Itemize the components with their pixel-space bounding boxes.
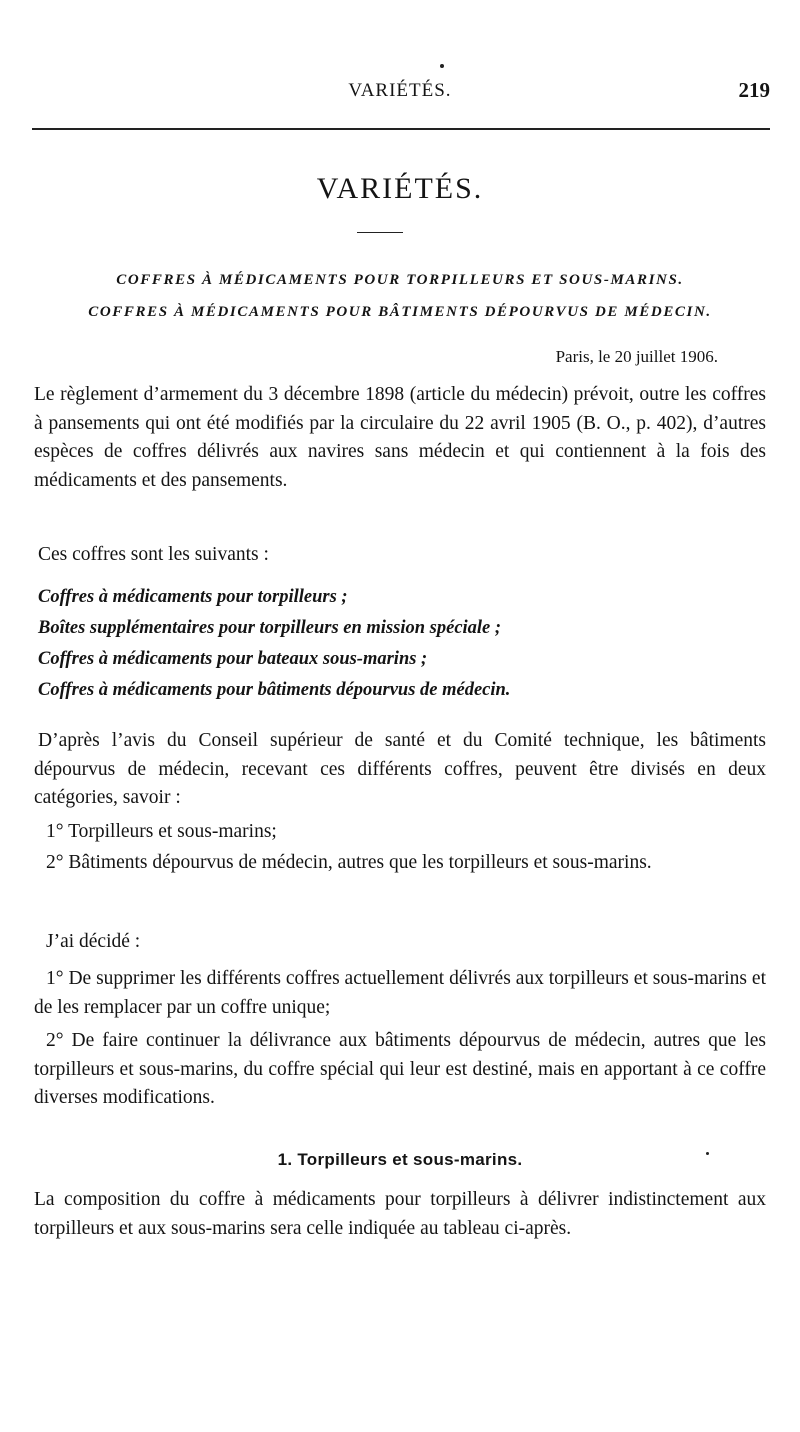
section-heading: 1. Torpilleurs et sous-marins. <box>277 1150 523 1169</box>
ink-speck <box>440 64 444 68</box>
subheading-2: COFFRES À MÉDICAMENTS POUR BÂTIMENTS DÉPOURVUS DE MÉDECIN. <box>88 304 712 320</box>
list-item: Coffres à médicaments pour bâtiments dépourvus de médecin. <box>38 680 511 700</box>
page-number: 219 <box>738 78 770 102</box>
running-head <box>30 76 770 110</box>
paragraph-1: Le règlement d’armement du 3 décembre 1898 (article du médecin) prévoit, outre les coffres à pansements qui ont été modifiés par la circulaire du 22 avril 1905 (B. O., p. 402), d’autres espèces de coffres délivrés aux navires sans médecin et qui contiennent à la fois des médicaments et des pansements. <box>34 384 766 491</box>
section-title: VARIÉTÉS. <box>316 172 484 205</box>
decision-item: 1° De supprimer les différents coffres actuellement délivrés aux torpilleurs et sous-marins et de les remplacer par un coffre unique; <box>34 968 766 1018</box>
paragraph-3: La composition du coffre à médicaments pour torpilleurs à délivrer indistinctement aux torpilleurs et aux sous-marins sera celle indiquée au tableau ci-après. <box>34 1189 766 1239</box>
ink-speck <box>706 1152 709 1155</box>
list-intro: Ces coffres sont les suivants : <box>38 544 269 565</box>
category-item: 2° Bâtiments dépourvus de médecin, autres que les torpilleurs et sous-marins. <box>46 852 652 873</box>
list-item: Boîtes supplémentaires pour torpilleurs en mission spéciale ; <box>38 618 502 638</box>
dateline: Paris, le 20 juillet 1906. <box>555 347 718 366</box>
paragraph-2: D’après l’avis du Conseil supérieur de santé et du Comité technique, les bâtiments dépourvus de médecin, recevant ces différents coffres, peuvent être divisés en deux catégories, savoir : <box>34 730 766 808</box>
decision-item: 2° De faire continuer la délivrance aux bâtiments dépourvus de médecin, autres que les torpilleurs et sous-marins, du coffre spécial qui leur est destiné, mais en apportant à ce coffre diverses modifications. <box>34 1030 766 1108</box>
running-head-title: VARIÉTÉS. <box>348 80 452 101</box>
title-rule <box>357 232 403 233</box>
list-item: Coffres à médicaments pour torpilleurs ; <box>38 587 348 607</box>
category-item: 1° Torpilleurs et sous-marins; <box>46 821 277 842</box>
decision-intro: J’ai décidé : <box>46 931 141 952</box>
subheading-1: COFFRES À MÉDICAMENTS POUR TORPILLEURS ET SOUS-MARINS. <box>116 272 684 288</box>
list-item: Coffres à médicaments pour bateaux sous-marins ; <box>38 649 428 669</box>
header-rule <box>32 128 770 130</box>
